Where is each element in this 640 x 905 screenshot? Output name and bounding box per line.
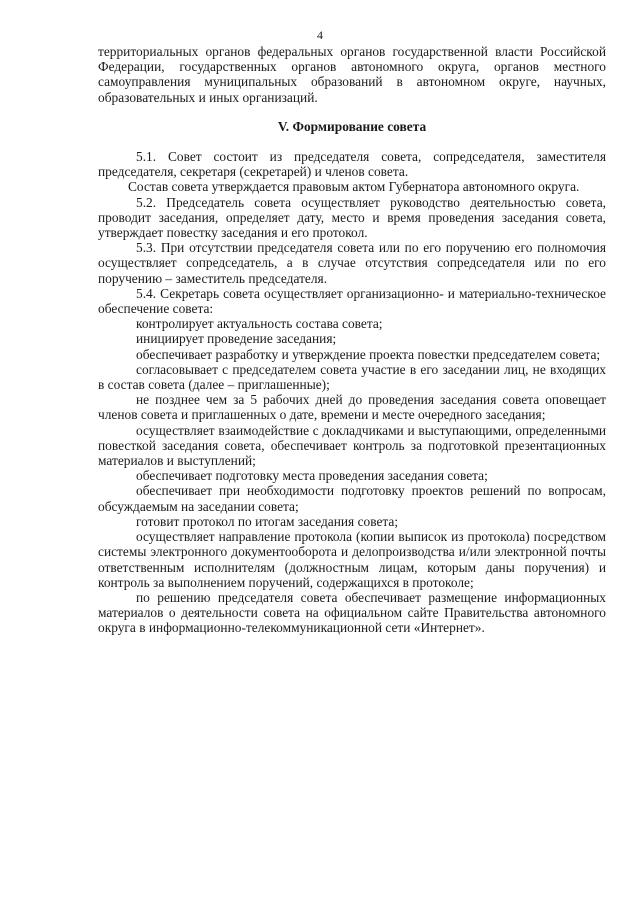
list-item: не позднее чем за 5 рабочих дней до проведения заседания совета оповещает членов совета и приглашенных о дате, времени и месте очередного заседания; (98, 392, 606, 423)
list-item: осуществляет направление протокола (копии выписок из протокола) посредством системы электронного документооборота и делопроизводства и/или электронной почты ответственным исполнителям (должностным лицам, которым даны поручения) и контроль за выполнением поручений, содержащихся в протоколе; (98, 529, 606, 590)
paragraph: 5.1. Совет состоит из председателя совета, сопредседателя, заместителя председателя, секретаря (секретарей) и членов совета. (98, 149, 606, 180)
list-item: готовит протокол по итогам заседания совета; (136, 513, 399, 529)
list-item: согласовывает с председателем совета участие в его заседании лиц, не входящих в состав совета (далее – приглашенные); (98, 361, 606, 393)
section-heading: V. Формирование совета (277, 118, 427, 134)
paragraph: 5.2. Председатель совета осуществляет руководство деятельностью совета, проводит заседания, определяет дату, место и время проведения заседания совета, утверждает повестку заседания и его протокол. (98, 194, 606, 241)
list-item: по решению председателя совета обеспечивает размещение информационных материалов о деятельности совета на официальном сайте Правительства автономного округа в информационно-телекоммуникационной сети «Интернет». (98, 589, 606, 636)
list-item: осуществляет взаимодействие с докладчиками и выступающими, определенными повесткой заседания совета, обеспечивает контроль за подготовкой презентационных материалов и выступлений; (98, 422, 606, 469)
paragraph-continuation: территориальных органов федеральных органов государственной власти Российской Федерации, государственных органов автономного округа, органов местного самоуправления муниципальных образований в автономном округе, научных, образовательных и иных организаций. (98, 44, 606, 105)
list-item: обеспечивает при необходимости подготовку проектов решений по вопросам, обсуждаемым на заседании совета; (98, 483, 606, 514)
paragraph: 5.3. При отсутствии председателя совета или по его поручению его полномочия осуществляет сопредседатель, а в случае отсутствия сопредседателя или по его поручению – заместитель председателя. (98, 240, 606, 286)
list-item: обеспечивает разработку и утверждение проекта повестки председателем совета; (136, 346, 601, 362)
document-body (98, 44, 606, 636)
paragraph: Состав совета утверждается правовым актом Губернатора автономного округа. (128, 179, 580, 195)
list-item: обеспечивает подготовку места проведения заседания совета; (136, 468, 488, 484)
list-item: инициирует проведение заседания; (136, 331, 337, 347)
page-number: 4 (317, 28, 323, 42)
list-item: контролирует актуальность состава совета; (136, 316, 383, 332)
paragraph: 5.4. Секретарь совета осуществляет организационно- и материально-техническое обеспечение совета: (98, 285, 606, 317)
